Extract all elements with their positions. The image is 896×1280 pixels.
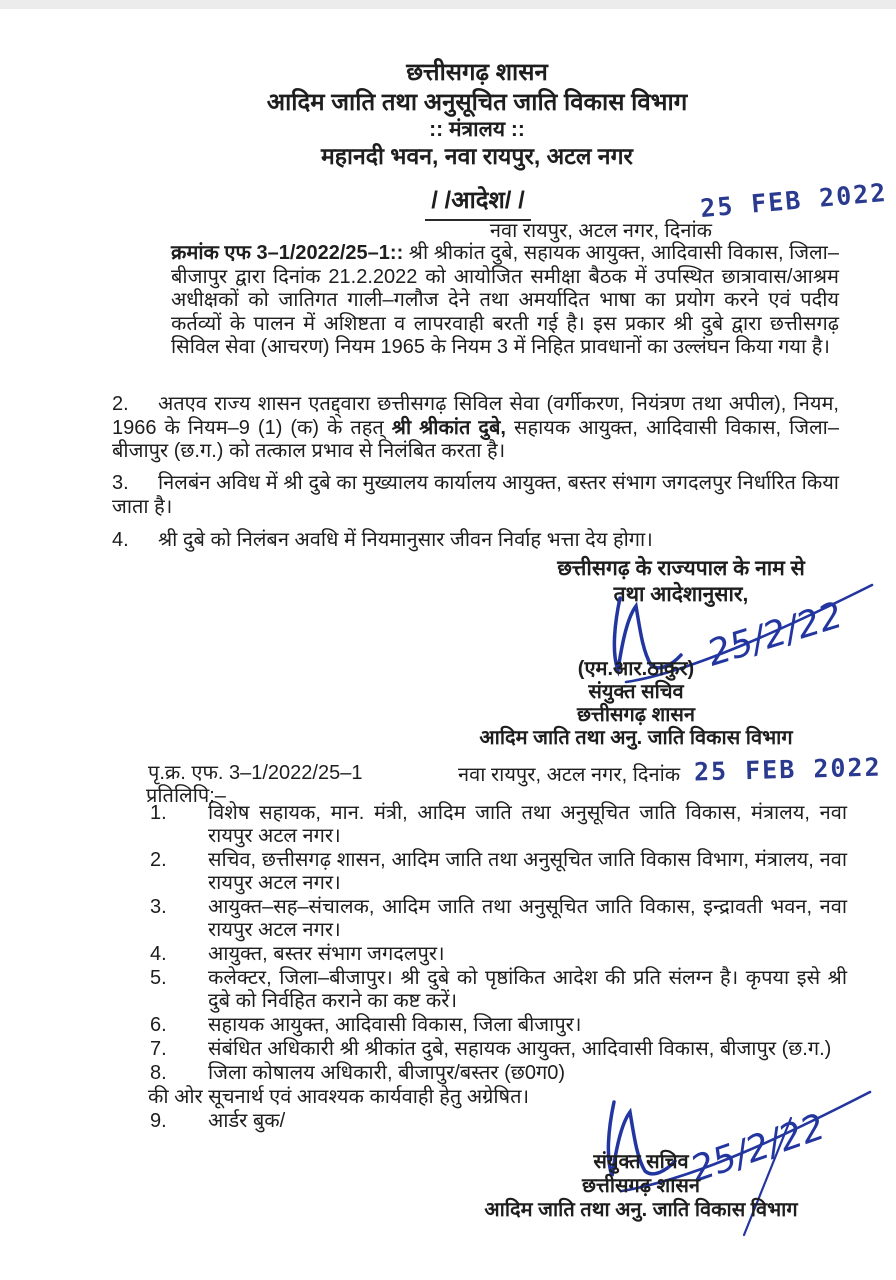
bottom-officer-government: छत्तीसगढ़ शासन — [581, 1175, 701, 1197]
letterhead-address: महानदी भवन, नवा रायपुर, अटल नगर — [321, 143, 633, 169]
copy-item-4 — [148, 943, 847, 966]
bottom-officer-designation: संयुक्त सचिव — [593, 1151, 689, 1173]
handwritten-date-1: 25/2/22 — [702, 594, 848, 675]
copy-item-7-number: 7. — [150, 1038, 167, 1060]
copies-label: प्रतिलिपि:– — [146, 785, 226, 807]
forward-note: की ओर सूचनार्थ एवं आवश्यक कार्यवाही हेतु अग्रेषित। — [148, 1086, 530, 1108]
copy-item-2 — [148, 849, 847, 895]
dateline-bottom: नवा रायपुर, अटल नगर, दिनांक — [458, 764, 681, 786]
letterhead-department: आदिम जाति तथा अनुसूचित जाति विकास विभाग — [266, 89, 688, 116]
copy-item-2-text: सचिव, छत्तीसगढ़ शासन, आदिम जाति तथा अनुसूचित जाति विकास विभाग, मंत्रालय, नवा रायपुर अटल नगर। — [208, 849, 847, 894]
paragraph-4 — [112, 529, 839, 553]
copy-item-7 — [148, 1038, 847, 1061]
copy-item-3-text: आयुक्त–सह–संचालक, आदिम जाति तथा अनुसूचित जाति विकास, इन्द्रावती भवन, नवा रायपुर अटल नगर। — [208, 896, 847, 941]
letterhead — [0, 58, 896, 171]
paragraph-1-text: श्री श्रीकांत दुबे, सहायक आयुक्त, आदिवासी विकास, जिला–बीजापुर द्वारा दिनांक 21.2.2022 को आयोजित समीक्षा बैठक में उपस्थित छात्रावास/आश्रम अधीक्षकों को जातिगत गाली–गलौज देने तथा अमर्यादित भाषा का प्रयोग करने एवं पदीय कर्तव्यों के पालन में अशिष्टता व लापरवाही बरती गई है। इस प्रकार श्री दुबे द्वारा छत्तीसगढ़ सिविल सेवा (आचरण) नियम 1965 के नियम 3 में निहित प्रावधानों का उल्लंघन किया गया है। — [171, 242, 839, 358]
copy-item-3 — [148, 896, 847, 942]
copy-item-6-text: सहायक आयुक्त, आदिवासी विकास, जिला बीजापुर। — [208, 1014, 582, 1036]
suspended-officer-name: श्री श्रीकांत दुबे, — [391, 416, 506, 439]
paragraph-3-text: निलबंन अविध में श्री दुबे का मुख्यालय कार्यालय आयुक्त, बस्तर संभाग जगदलपुर निर्धारित किया जाता है। — [112, 472, 839, 518]
paragraph-3 — [112, 472, 839, 519]
order-heading: / /आदेश/ / — [425, 183, 531, 221]
copy-item-6 — [148, 1014, 847, 1037]
copy-item-9-text: आर्डर बुक/ — [208, 1110, 286, 1132]
bottom-officer-department: आदिम जाति तथा अनु. जाति विकास विभाग — [484, 1199, 798, 1221]
order-number-ref: क्रमांक एफ 3–1/2022/25–1:: — [171, 242, 404, 264]
copy-item-5-text: कलेक्टर, जिला–बीजापुर। श्री दुबे को पृष्ठांकित आदेश की प्रति संलग्न है। कृपया इसे श्री दुबे को निर्वहित कराने का कष्ट करें। — [208, 967, 847, 1012]
copy-item-8-number: 8. — [150, 1062, 167, 1084]
paragraph-2-text-post: सहायक आयुक्त, आदिवासी विकास, जिला–बीजापुर (छ.ग.) को तत्काल प्रभाव से निलंबित करता है। — [112, 416, 839, 462]
copy-item-4-number: 4. — [150, 943, 167, 965]
copy-item-8-text: जिला कोषालय अधिकारी, बीजापुर/बस्तर (छ0ग0) — [208, 1062, 565, 1084]
handwritten-date-2: 25/2/22 — [685, 1106, 831, 1191]
officer-department: आदिम जाति तथा अनु. जाति विकास विभाग — [479, 727, 793, 749]
dateline-top: नवा रायपुर, अटल नगर, दिनांक — [489, 220, 712, 242]
copy-item-5 — [148, 967, 847, 1013]
copy-item-1-text: विशेष सहायक, मान. मंत्री, आदिम जाति तथा अनुसूचित जाति विकास, मंत्रालय, नवा रायपुर अटल नगर। — [208, 802, 847, 847]
bottom-signing-block — [455, 1150, 827, 1222]
copy-item-3-number: 3. — [150, 896, 167, 918]
paragraph-2 — [112, 393, 839, 464]
paragraph-3-number: 3. — [112, 472, 129, 494]
paragraph-4-text: श्री दुबे को निलंबन अवधि में नियमानुसार जीवन निर्वाह भत्ता देय होगा। — [158, 529, 653, 551]
copy-item-7-text: संबंधित अधिकारी श्री श्रीकांत दुबे, सहायक आयुक्त, आदिवासी विकास, बीजापुर (छ.ग.) — [208, 1038, 832, 1060]
copy-item-6-number: 6. — [150, 1014, 167, 1036]
signing-officer-block — [452, 658, 820, 750]
officer-designation: संयुक्त सचिव — [588, 681, 684, 703]
letterhead-ministry: :: मंत्रालय :: — [429, 118, 525, 141]
date-stamp-top: 25 FEB 2022 — [699, 177, 889, 224]
copy-item-4-text: आयुक्त, बस्तर संभाग जगदलपुर। — [208, 943, 445, 965]
copy-item-2-number: 2. — [150, 849, 167, 871]
paragraph-2-text-pre: अतएव राज्य शासन एतद्द्वारा छत्तीसगढ़ सिविल सेवा (वर्गीकरण, नियंत्रण तथा अपील), नियम, 1966 के नियम–9 (1) (क) के तहत् — [112, 393, 839, 439]
copy-item-9-number: 9. — [150, 1110, 167, 1132]
paragraph-2-number: 2. — [112, 393, 129, 415]
copy-item-5-number: 5. — [150, 967, 167, 989]
date-stamp-bottom: 25 FEB 2022 — [693, 752, 882, 787]
scan-edge-strip — [0, 0, 896, 9]
officer-government: छत्तीसगढ़ शासन — [576, 704, 696, 726]
endorsement-reference: पृ.क्र. एफ. 3–1/2022/25–1 — [148, 762, 363, 784]
officer-name: (एम.आर.ठाकुर) — [577, 658, 695, 680]
by-order-line-2: तथा आदेशानुसार, — [613, 583, 749, 606]
copy-item-1 — [148, 802, 847, 848]
paragraph-4-number: 4. — [112, 529, 129, 551]
by-order-line-1: छत्तीसगढ़ के राज्यपाल के नाम से — [557, 557, 805, 580]
paragraph-1 — [171, 242, 839, 360]
copy-item-1-number: 1. — [150, 802, 167, 824]
letterhead-government: छत्तीसगढ़ शासन — [406, 59, 548, 86]
